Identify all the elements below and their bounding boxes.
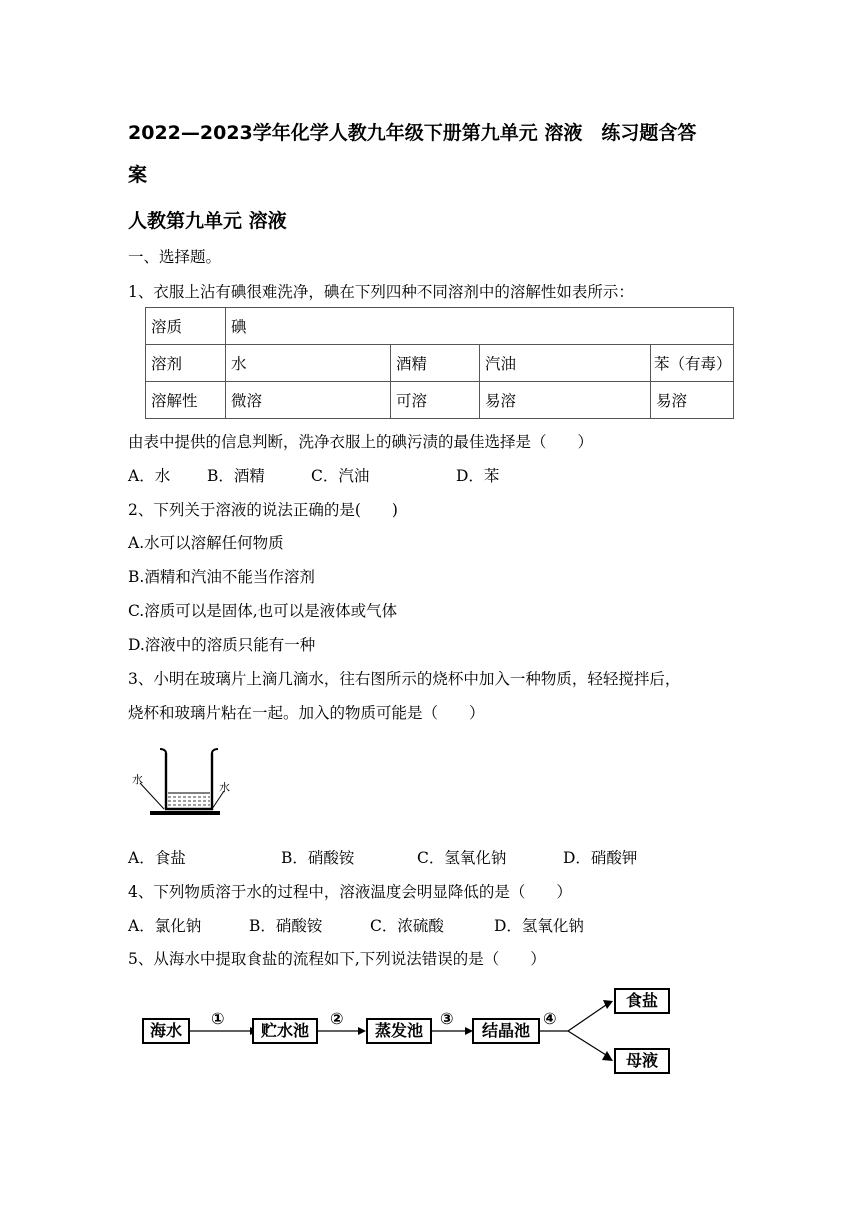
q1-option-b: B．酒精 (207, 467, 265, 485)
table-row (146, 345, 734, 382)
flow-step-1: ① (211, 1009, 225, 1028)
q3-option-b: B．硝酸铵 (281, 849, 355, 867)
flow-node-evaporation-pool: 蒸发池 (366, 1018, 432, 1044)
table-cell: 溶质 (146, 308, 226, 345)
table-cell: 碘 (226, 308, 734, 345)
table-cell: 水 (226, 345, 391, 382)
flow-node-crystallization-pool: 结晶池 (472, 1018, 540, 1044)
q1-option-c: C．汽油 (311, 467, 370, 485)
q5-stem: 5、从海水中提取食盐的流程如下,下列说法错误的是（ ） (128, 950, 546, 968)
table-cell: 可溶 (391, 382, 480, 419)
doc-title-line1: 2022—2023学年化学人教九年级下册第九单元 溶液 练习题含答 (128, 122, 697, 144)
q4-option-c: C．浓硫酸 (370, 917, 444, 935)
q4-option-d: D．氢氧化钠 (494, 917, 584, 935)
q3-stem-line1: 3、小明在玻璃片上滴几滴水，往右图所示的烧杯中加入一种物质，轻轻搅拌后， (128, 670, 681, 688)
q4-option-a: A．氯化钠 (128, 917, 202, 935)
flow-step-3: ③ (440, 1009, 454, 1028)
flow-node-storage-pool: 贮水池 (252, 1018, 318, 1044)
solubility-table (145, 307, 734, 419)
table-cell: 溶解性 (146, 382, 226, 419)
flow-node-seawater: 海水 (142, 1018, 190, 1044)
beaker-figure (128, 745, 238, 825)
q3-option-c: C．氢氧化钠 (417, 849, 507, 867)
q2-option-d: D.溶液中的溶质只能有一种 (128, 636, 316, 654)
table-cell: 微溶 (226, 382, 391, 419)
q1-stem: 1、衣服上沾有碘很难洗净，碘在下列四种不同溶剂中的溶解性如表所示： (128, 283, 634, 301)
section-heading: 一、选择题。 (128, 248, 222, 266)
table-cell: 溶剂 (146, 345, 226, 382)
q3-option-a: A．食盐 (128, 849, 186, 867)
q1-option-a: A．水 (128, 467, 171, 485)
table-cell: 酒精 (391, 345, 480, 382)
flow-step-4: ④ (543, 1009, 557, 1028)
table-cell: 苯（有毒） (651, 345, 734, 382)
table-cell: 易溶 (651, 382, 734, 419)
q4-stem: 4、下列物质溶于水的过程中，溶液温度会明显降低的是（ ） (128, 883, 572, 901)
water-label-right: 水 (219, 781, 230, 794)
table-row (146, 308, 734, 345)
q1-option-d: D．苯 (456, 467, 500, 485)
q2-stem: 2、下列关于溶液的说法正确的是( ) (128, 501, 398, 519)
table-row (146, 382, 734, 419)
q1-question: 由表中提供的信息判断，洗净衣服上的碘污渍的最佳选择是（ ） (128, 433, 594, 451)
water-label-left: 水 (132, 773, 143, 786)
q3-option-d: D．硝酸钾 (563, 849, 638, 867)
doc-title-line2: 案 (128, 164, 148, 186)
doc-subtitle: 人教第九单元 溶液 (128, 210, 287, 232)
table-cell: 易溶 (480, 382, 651, 419)
q3-stem-line2: 烧杯和玻璃片粘在一起。加入的物质可能是（ ） (128, 704, 485, 722)
flow-output-salt: 食盐 (614, 988, 670, 1014)
flow-step-2: ② (330, 1009, 344, 1028)
q2-option-a: A.水可以溶解任何物质 (128, 534, 284, 552)
q4-option-b: B．硝酸铵 (249, 917, 323, 935)
flow-output-mother-liquor: 母液 (614, 1048, 670, 1074)
table-cell: 汽油 (480, 345, 651, 382)
q2-option-b: B.酒精和汽油不能当作溶剂 (128, 568, 315, 586)
q2-option-c: C.溶质可以是固体,也可以是液体或气体 (128, 602, 398, 620)
